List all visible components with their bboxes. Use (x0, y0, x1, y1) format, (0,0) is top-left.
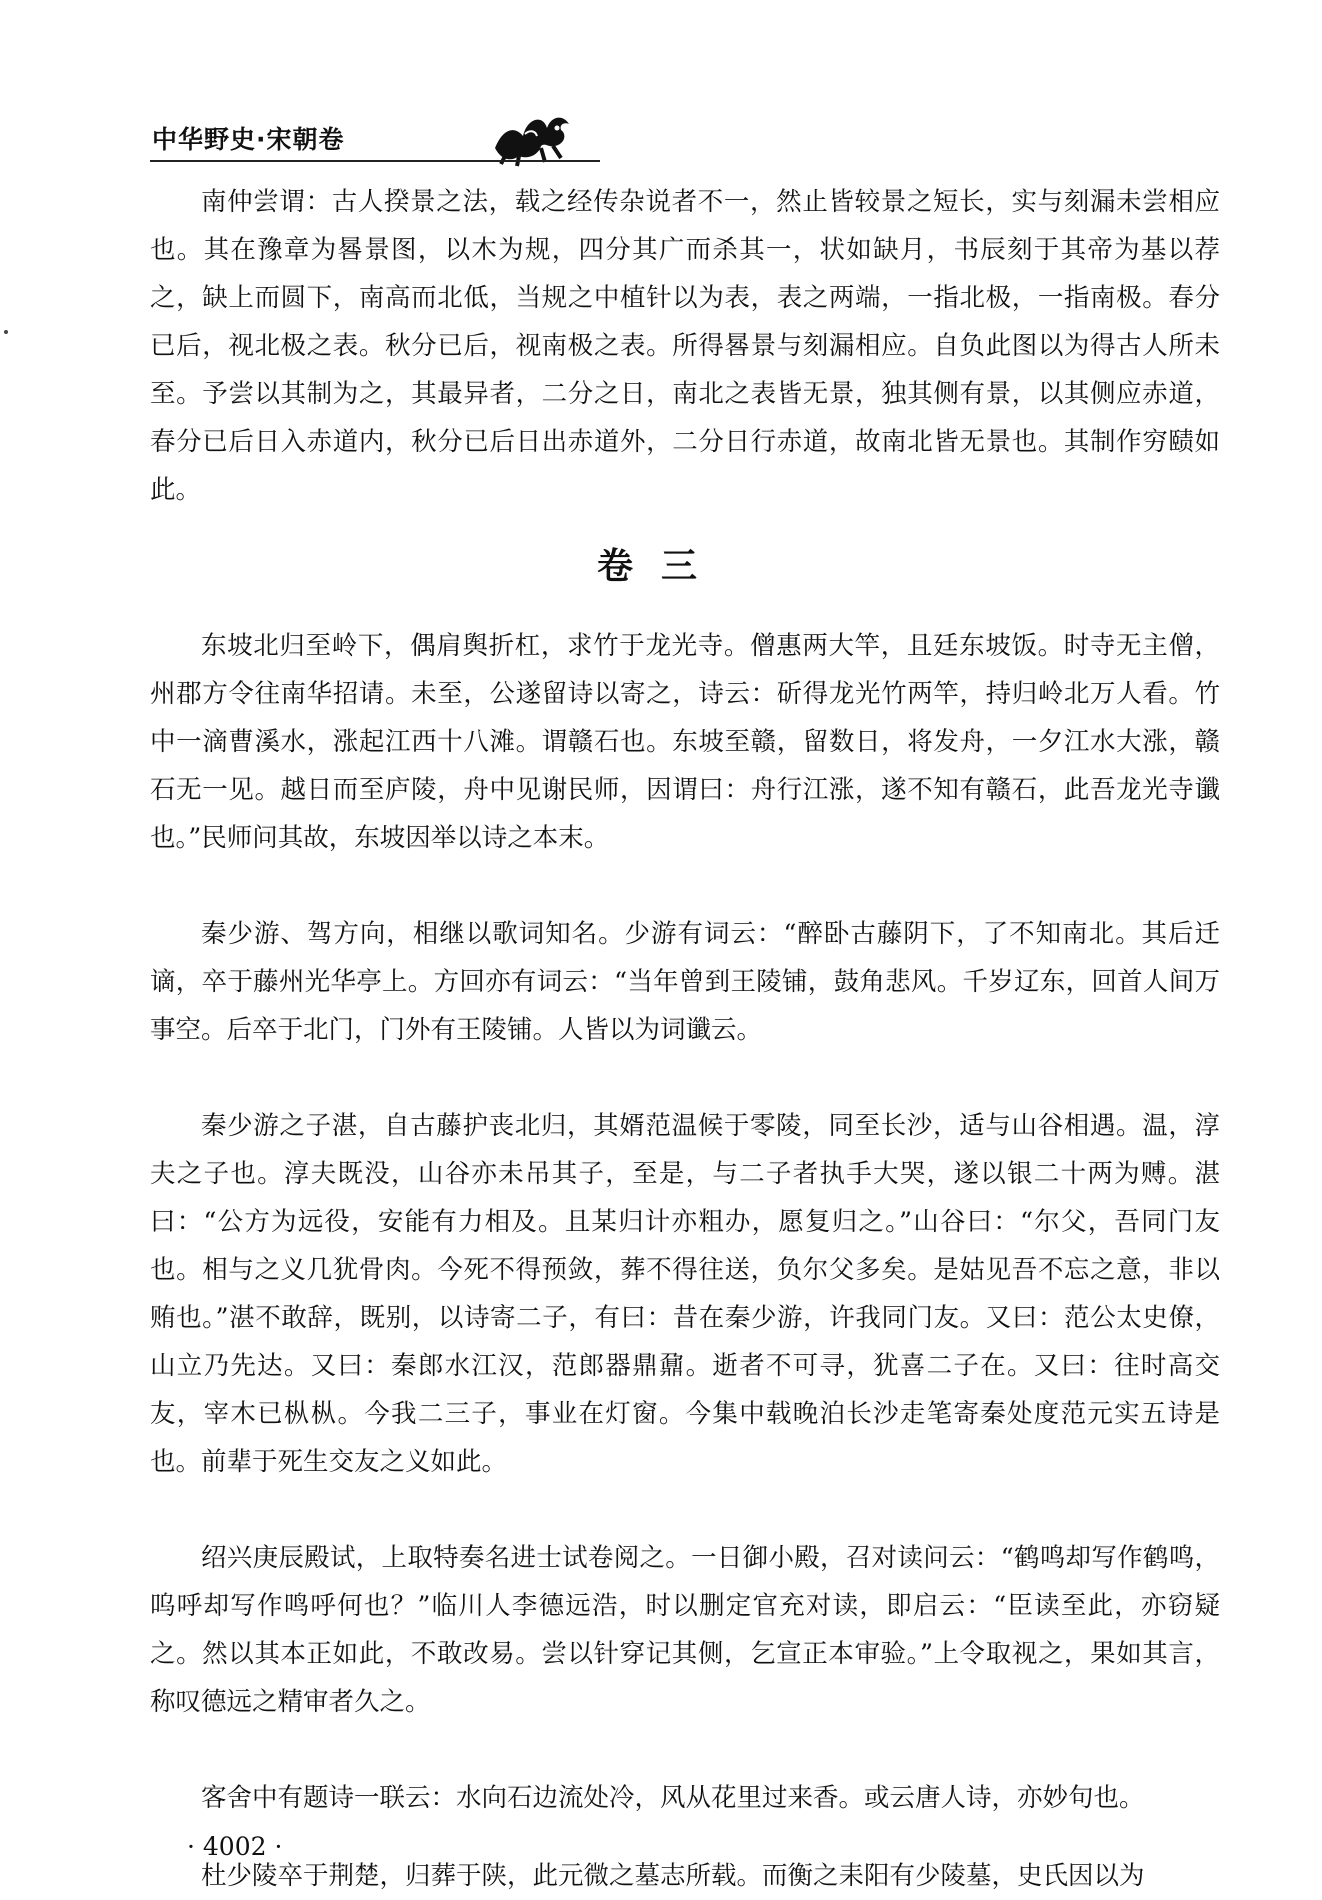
paragraph: 杜少陵卒于荆楚，归葬于陕，此元微之墓志所载。而衡之耒阳有少陵墓，史氏因以为 (201, 1861, 1145, 1891)
top-section (150, 178, 1220, 514)
paragraph: 南仲尝谓：古人揆景之法，载之经传杂说者不一，然止皆较景之短长，实与刻漏未尝相应也。其在豫章为晷景图，以木为规，四分其广而杀其一，状如缺月，书辰刻于其帝为基以荐之，缺上而圆下，南高而北低，当规之中植针以为表，表之两端，一指北极，一指南极。春分已后，视北极之表。秋分已后，视南极之表。所得晷景与刻漏相应。自负此图以为得古人所未至。予尝以其制为之，其最异者，二分之日，南北之表皆无景，独其侧有景，以其侧应赤道，春分已后日入赤道内，秋分已后日出赤道外，二分日行赤道，故南北皆无景也。其制作穷赜如此。 (150, 187, 1220, 505)
chapter-title: 卷三 (596, 546, 725, 587)
paragraph: 秦少游、驾方向，相继以歌词知名。少游有词云：“醉卧古藤阴下，了不知南北。其后迁谪，卒于藤州光华亭上。方回亦有词云：“当年曾到王陵铺，鼓角悲风。千岁辽东，回首人间万事空。后卒于北门，门外有王陵铺。人皆以为词谶云。 (150, 919, 1220, 1045)
paragraph: 绍兴庚辰殿试，上取特奏名进士试卷阅之。一日御小殿，召对读问云：“鹤鸣却写作鹤鸣，呜呼却写作鸣呼何也？”临川人李德远浩，时以删定官充对读，即启云：“臣读至此，亦窃疑之。然以其本正如此，不敢改易。尝以针穿记其侧，乞宣正本审验。”上令取视之，果如其言，称叹德远之精审者久之。 (150, 1543, 1220, 1717)
dragon-icon (485, 108, 580, 168)
chapter-body (150, 622, 1220, 1900)
paragraph: 秦少游之子湛，自古藤护丧北归，其婿范温候于零陵，同至长沙，适与山谷相遇。温，淳夫之子也。淳夫既没，山谷亦未吊其子，至是，与二子者执手大哭，遂以银二十两为赙。湛曰：“公方为远役，安能有力相及。且某归计亦粗办，愿复归之。”山谷曰：“尔父，吾同门友也。相与之义几犹骨肉。今死不得预敛，葬不得往送，负尔父多矣。是姑见吾不忘之意，非以贿也。”湛不敢辞，既别，以诗寄二子，有曰：昔在秦少游，许我同门友。又曰：范公太史僚，山立乃先达。又曰：秦郎水江汉，范郎器鼎鼐。逝者不可寻，犹喜二子在。又曰：往时高交友，宰木已枞枞。今我二三子，事业在灯窗。今集中载晚泊长沙走笔寄秦处度范元实五诗是也。前辈于死生交友之义如此。 (150, 1111, 1220, 1477)
running-header (150, 108, 1260, 168)
paragraph: 客舍中有题诗一联云：水向石边流处冷，风从花里过来香。或云唐人诗，亦妙句也。 (201, 1783, 1145, 1813)
scan-speck (4, 330, 8, 334)
paragraph: 东坡北归至岭下，偶肩舆折杠，求竹于龙光寺。僧惠两大竿，且廷东坡饭。时寺无主僧，州郡方令往南华招请。未至，公遂留诗以寄之，诗云：斫得龙光竹两竿，持归岭北万人看。竹中一滴曹溪水，涨起江西十八滩。谓赣石也。东坡至赣，留数日，将发舟，一夕江水大涨，赣石无一见。越日而至庐陵，舟中见谢民师，因谓曰：舟行江涨，遂不知有赣石，此吾龙光寺谶也。”民师问其故，东坡因举以诗之本末。 (150, 631, 1220, 853)
page-number: · 4002 · (187, 1832, 283, 1861)
book-title: 中华野史·宋朝卷 (152, 125, 345, 154)
header-rule (150, 160, 600, 162)
